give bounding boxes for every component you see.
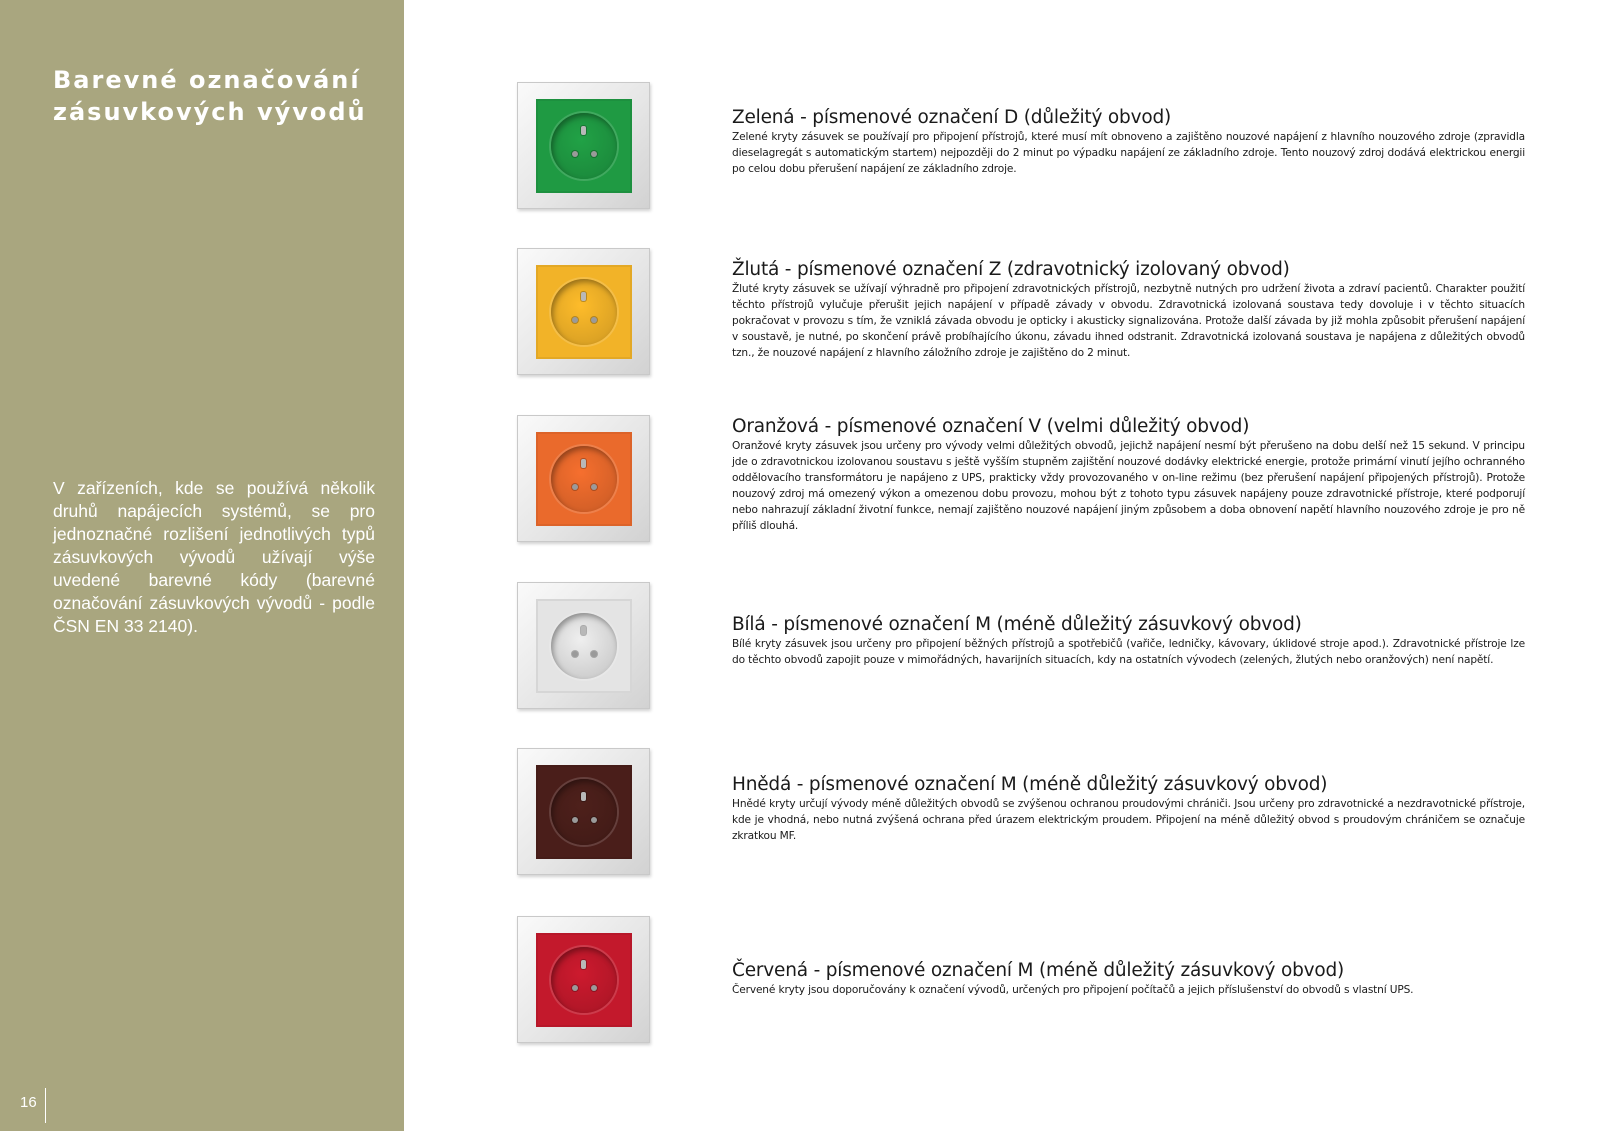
socket-hole-right xyxy=(591,651,597,657)
socket-description-red: Červené kryty jsou doporučovány k označení vývodů, určených pro připojení počítačů a jejich příslušenství do obvodů s vlastní UPS. xyxy=(732,984,1414,996)
socket-hole-left xyxy=(572,651,578,657)
socket-cover-white xyxy=(536,599,632,693)
socket-earth-pin xyxy=(581,126,586,135)
socket-recess xyxy=(551,947,617,1013)
sidebar xyxy=(0,0,404,1131)
socket-recess xyxy=(551,446,617,512)
socket-cover-red xyxy=(536,933,632,1027)
socket-hole-left xyxy=(572,484,578,490)
socket-recess xyxy=(551,113,617,179)
socket-recess xyxy=(551,613,617,679)
socket-hole-left xyxy=(572,317,578,323)
page-number: 16 xyxy=(20,1094,37,1111)
socket-title-orange: Oranžová - písmenové označení V (velmi důležitý obvod) xyxy=(732,416,1250,437)
socket-title-green: Zelená - písmenové označení D (důležitý obvod) xyxy=(732,107,1172,128)
socket-earth-pin xyxy=(581,292,586,301)
socket-image-orange xyxy=(517,415,650,542)
socket-earth-pin xyxy=(581,626,586,635)
socket-recess xyxy=(551,779,617,845)
socket-description-green: Zelené kryty zásuvek se používají pro připojení přístrojů, které musí mít obnoveno a zajištěno nouzové napájení z hlavního nouzového zdroje (zpravidla dieselagregát s automatickým startem) nejpozději do 2 minut po výpadku napájení ze základního zdroje. Tento nouzový zdroj dodává elektrickou energii po celou dobu přerušení napájení ze základního zdroje. xyxy=(732,131,1525,175)
socket-image-white xyxy=(517,582,650,709)
socket-image-red xyxy=(517,916,650,1043)
socket-hole-right xyxy=(591,817,597,823)
socket-earth-pin xyxy=(581,792,586,801)
socket-cover-brown xyxy=(536,765,632,859)
socket-hole-left xyxy=(572,985,578,991)
socket-hole-left xyxy=(572,151,578,157)
socket-earth-pin xyxy=(581,459,586,468)
socket-recess xyxy=(551,279,617,345)
socket-cover-green xyxy=(536,99,632,193)
socket-image-yellow xyxy=(517,248,650,375)
socket-hole-right xyxy=(591,484,597,490)
socket-image-brown xyxy=(517,748,650,875)
socket-cover-orange xyxy=(536,432,632,526)
socket-hole-right xyxy=(591,317,597,323)
sidebar-intro-text: V zařízeních, kde se používá několik druhů napájecích systémů, se pro jednoznačné rozlišení jednotlivých typů zásuvkových vývodů užívají výše uvedené barevné kódy (barevné označování zásuvkových vývodů - podle ČSN EN 33 2140). xyxy=(53,478,375,636)
socket-description-orange: Oranžové kryty zásuvek jsou určeny pro vývody velmi důležitých obvodů, jejichž napájení nesmí být přerušeno na dobu delší než 15 sekund. V principu jde o zdravotnickou izolovanou soustavu s ještě vyšším stupněm zajištění nouzové dodávky elektrické energie, protože primární vinutí jejího ochranného oddělovacího transformátoru je napájeno z UPS, prakticky vždy provozovaného v on-line režimu (bez přerušení napájení připojených přístrojů). Protože nouzový zdroj má omezený výkon a omezenou dobu provozu, mohou být z tohoto typu zásuvek napájeny pouze zdravotnické přístroje, které podporují nebo nahrazují základní životní funkce, nemají zajištěno nouzové napájení jiným způsobem a doba obnovení napětí hlavního nouzového zdroje je pro ně příliš dlouhá. xyxy=(732,440,1525,532)
socket-hole-right xyxy=(591,151,597,157)
page-number-divider xyxy=(45,1088,46,1123)
page-title: Barevné označování zásuvkových vývodů xyxy=(53,66,367,126)
socket-title-brown: Hnědá - písmenové označení M (méně důležitý zásuvkový obvod) xyxy=(732,774,1328,795)
socket-title-red: Červená - písmenové označení M (méně důležitý zásuvkový obvod) xyxy=(732,960,1345,981)
socket-description-white: Bílé kryty zásuvek jsou určeny pro připojení běžných přístrojů a spotřebičů (vařiče, ledničky, kávovary, úklidové stroje apod.). Zdravotnické přístroje lze do těchto obvodů zapojit pouze v mimořádných, havarijních situacích, kdy na ostatních vývodech (zelených, žlutých nebo oranžových) není napětí. xyxy=(732,638,1525,666)
socket-description-brown: Hnědé kryty určují vývody méně důležitých obvodů se zvýšenou ochranou proudovými chrániči. Jsou určeny pro zdravotnické a nezdravotnické přístroje, kde je vhodná, nebo nutná zvýšená ochrana před úrazem elektrickým proudem. Připojení na méně důležitý obvod s proudovým chráničem se označuje zkratkou MF. xyxy=(732,798,1525,842)
socket-title-white: Bílá - písmenové označení M (méně důležitý zásuvkový obvod) xyxy=(732,614,1302,635)
socket-image-green xyxy=(517,82,650,209)
socket-cover-yellow xyxy=(536,265,632,359)
socket-hole-left xyxy=(572,817,578,823)
socket-hole-right xyxy=(591,985,597,991)
socket-title-yellow: Žlutá - písmenové označení Z (zdravotnický izolovaný obvod) xyxy=(732,259,1290,280)
socket-description-yellow: Žluté kryty zásuvek se užívají výhradně pro připojení zdravotnických přístrojů, nezbytně nutných pro udržení života a zdraví pacientů. Charakter použití těchto přístrojů vylučuje přerušit jejich napájení v případě závady v obvodu. Zdravotnická izolovaná soustava tedy dovoluje i v těchto situacích pokračovat v provozu s tím, že vzniklá závada obvodu je opticky i akusticky signalizována. Protože další závada by již mohla způsobit přerušení napájení v soustavě, je nutné, po skončení právě probíhajícího úkonu, závadu ihned odstranit. Zdravotnická izolovaná soustava je napájena z důležitých obvodů tzn., že nouzové napájení z hlavního záložního zdroje je zajištěno do 2 minut. xyxy=(732,283,1525,359)
socket-earth-pin xyxy=(581,960,586,969)
